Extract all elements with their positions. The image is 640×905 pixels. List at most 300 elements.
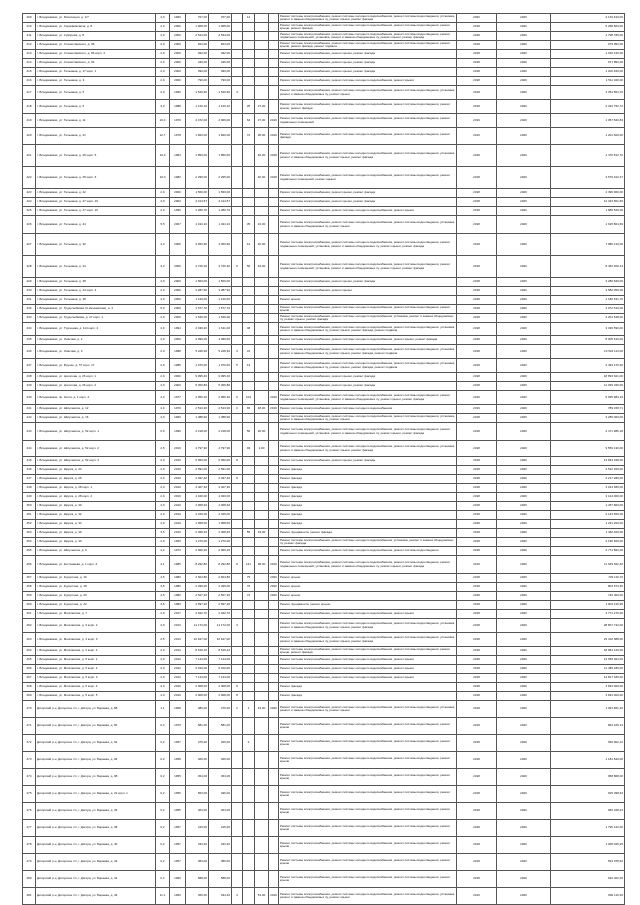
cell-y1: 2018 bbox=[457, 475, 497, 484]
cell-addr: Дигорский р-н, Дигорское г/п, г. Дигора, ул. Бараева, д. 44 bbox=[36, 871, 156, 888]
cell-c: 1 850,00 bbox=[186, 145, 209, 167]
cell-addr: г. Владикавказ, ул. Московская, д. 5 корп. 4 bbox=[36, 683, 156, 692]
cell-c: 4 414,57 bbox=[186, 198, 209, 207]
cell-cost: 932 402,00 bbox=[551, 871, 625, 888]
cell-f bbox=[243, 511, 255, 520]
cell-e: 8 bbox=[232, 683, 243, 692]
cell-b: 2005 bbox=[170, 234, 186, 256]
cell-f bbox=[243, 382, 255, 391]
cell-y1: 2018 bbox=[457, 32, 497, 41]
cell-e bbox=[232, 23, 243, 32]
cell-addr: г. Владикавказ, ул. Тельмана, д. 27 корп. 16 bbox=[36, 198, 156, 207]
cell-e bbox=[232, 493, 243, 502]
cell-y1: 2018 bbox=[457, 511, 497, 520]
cell-h bbox=[269, 692, 279, 701]
table-row bbox=[23, 769, 625, 786]
cell-d: 2 956,30 bbox=[209, 391, 232, 405]
cell-c: 1 120,00 bbox=[186, 296, 209, 305]
cell-y1: 2019 bbox=[457, 114, 497, 128]
cell-addr: Дигорский р-н, Дигорское г/п, г. Дигора, ул. Бараева, д. 38 bbox=[36, 820, 156, 837]
cell-e bbox=[232, 305, 243, 314]
cell-y2: 2020 bbox=[497, 305, 551, 314]
cell-f: 14 bbox=[243, 14, 255, 23]
cell-works: Ремонт фасада bbox=[279, 683, 457, 692]
cell-addr: Дигорский р-н, Дигорское г/п, г. Дигора, ул. Бараева, д. 88 bbox=[36, 701, 156, 718]
cell-g bbox=[255, 718, 269, 735]
table-row bbox=[23, 610, 625, 619]
cell-n: 451 bbox=[23, 511, 36, 520]
cell-y2: 2020 bbox=[497, 520, 551, 529]
cell-e bbox=[232, 871, 243, 888]
table-row bbox=[23, 314, 625, 323]
cell-f bbox=[243, 803, 255, 820]
cell-b: 2000 bbox=[170, 68, 186, 77]
cell-cost: 1 200 460,00 bbox=[551, 68, 625, 77]
cell-a: 3,5 bbox=[156, 529, 170, 538]
cell-n: 468 bbox=[23, 683, 36, 692]
cell-n: 432 bbox=[23, 305, 36, 314]
cell-y1: 2018 bbox=[457, 752, 497, 769]
cell-y1: 2018 bbox=[457, 207, 497, 216]
cell-e bbox=[232, 466, 243, 475]
cell-d: 433,20 bbox=[209, 837, 232, 854]
cell-g bbox=[255, 502, 269, 511]
cell-d: 1 611,00 bbox=[209, 323, 232, 336]
cell-y1: 2018 bbox=[457, 854, 497, 871]
cell-d: 2 468,40 bbox=[209, 529, 232, 538]
cell-y2: 2020 bbox=[497, 278, 551, 287]
cell-f bbox=[243, 769, 255, 786]
cell-h bbox=[269, 278, 279, 287]
cell-addr: г. Владикавказ, ул. Московская, д. 3 корп. 4 bbox=[36, 647, 156, 656]
cell-y1: 2018 bbox=[457, 359, 497, 373]
cell-n: 481 bbox=[23, 888, 36, 905]
cell-addr: г. Владикавказ, ул. Шмулевича, д. 6 bbox=[36, 547, 156, 556]
cell-h: 2020 bbox=[269, 574, 279, 583]
cell-b: 1985 bbox=[170, 556, 186, 574]
cell-c: 486,00 bbox=[186, 701, 209, 718]
cell-works: Ремонт системы электроснабжения, ремонт крыши, ремонт фасада bbox=[279, 59, 457, 68]
cell-cost: 971 852,00 bbox=[551, 59, 625, 68]
cell-d: 2 069,00 bbox=[209, 114, 232, 128]
cell-f: 72 bbox=[243, 592, 255, 601]
cell-a: 0,2 bbox=[156, 752, 170, 769]
cell-c: 1 434,10 bbox=[186, 216, 209, 234]
cell-y1: 2018 bbox=[457, 692, 497, 701]
table-row bbox=[23, 583, 625, 592]
cell-cost: 13 834 918,00 bbox=[551, 457, 625, 466]
cell-works: Ремонт системы электроснабжения, ремонт системы холодного водоснабжения, ремонт системы водоотведения, установка, ремонт и замена общедомовых пу, ремонт крыши, ремонт фасада bbox=[279, 441, 457, 457]
cell-f: 2 bbox=[243, 735, 255, 752]
cell-e bbox=[232, 59, 243, 68]
cell-y1: 2018 bbox=[457, 167, 497, 189]
cell-e bbox=[232, 718, 243, 735]
cell-h bbox=[269, 68, 279, 77]
cell-a: 2,0 bbox=[156, 511, 170, 520]
cell-y1: 2018 bbox=[457, 50, 497, 59]
cell-cost: 1 005 025,25 bbox=[551, 837, 625, 854]
cell-g: 27,00 bbox=[255, 100, 269, 114]
cell-addr: г. Владикавказ, ул. Тельмана, д. 32 bbox=[36, 234, 156, 256]
cell-y1: 2018 bbox=[457, 314, 497, 323]
cell-addr: Дигорский р-н, Дигорское г/п, г. Дигора, ул. Бараева, д. 94 bbox=[36, 735, 156, 752]
cell-c: 446,00 bbox=[186, 59, 209, 68]
cell-g bbox=[255, 647, 269, 656]
cell-a: 2,0 bbox=[156, 665, 170, 674]
cell-works: Ремонт системы электроснабжения, ремонт системы холодного водоснабжения, ремонт системы водоотведения, ремонт подвальных помещений, ремонт крыши bbox=[279, 167, 457, 189]
cell-cost: 4 512 200,00 bbox=[551, 466, 625, 475]
cell-y1: 2018 bbox=[457, 493, 497, 502]
cell-n: 428 bbox=[23, 256, 36, 278]
cell-c: 2 956,30 bbox=[186, 391, 209, 405]
cell-e bbox=[232, 735, 243, 752]
cell-e: 2 bbox=[232, 701, 243, 718]
cell-y1: 2018 bbox=[457, 674, 497, 683]
cell-y2: 2020 bbox=[497, 86, 551, 100]
cell-y2: 2020 bbox=[497, 656, 551, 665]
cell-e: 3 bbox=[232, 619, 243, 633]
cell-works: Ремонт системы электроснабжения, ремонт системы холодного водоснабжения bbox=[279, 405, 457, 414]
cell-g bbox=[255, 296, 269, 305]
cell-works: Ремонт системы электроснабжения, ремонт системы холодного водоснабжения, ремонт системы водоотведения, установка, ремонт и замена общедомовых пу, ремонт крыши, ремонт фасада bbox=[279, 633, 457, 647]
cell-a: 2,0 bbox=[156, 314, 170, 323]
cell-a: 2,0 bbox=[156, 493, 170, 502]
cell-b: 1990 bbox=[170, 423, 186, 441]
cell-addr: г. Владикавказ, ул. Тельмана, д. 5 bbox=[36, 86, 156, 100]
cell-e bbox=[232, 820, 243, 837]
cell-y2: 2020 bbox=[497, 701, 551, 718]
cell-cost: 3 013 580,00 bbox=[551, 484, 625, 493]
cell-e bbox=[232, 423, 243, 441]
cell-y2: 2020 bbox=[497, 14, 551, 23]
cell-b: 2000 bbox=[170, 256, 186, 278]
cell-e bbox=[232, 414, 243, 423]
cell-y2: 2020 bbox=[497, 820, 551, 837]
cell-y1: 2018 bbox=[457, 718, 497, 735]
table-row bbox=[23, 86, 625, 100]
table-row bbox=[23, 837, 625, 854]
cell-addr: г. Владикавказ, ул. Умасова, д. 2 bbox=[36, 336, 156, 345]
cell-g: 40,00 bbox=[255, 234, 269, 256]
cell-cost: 18 893 621,00 bbox=[551, 373, 625, 382]
cell-e bbox=[232, 484, 243, 493]
cell-h: 2020 bbox=[269, 592, 279, 601]
table-row bbox=[23, 656, 625, 665]
cell-cost: 11 939 522,40 bbox=[551, 556, 625, 574]
cell-y2: 2020 bbox=[497, 359, 551, 373]
cell-n: 442 bbox=[23, 414, 36, 423]
table-row bbox=[23, 305, 625, 314]
cell-b: 1980 bbox=[170, 583, 186, 592]
cell-works: Ремонт системы электроснабжения, ремонт крыши, ремонт фасада bbox=[279, 457, 457, 466]
cell-n: 412 bbox=[23, 41, 36, 50]
cell-e bbox=[232, 189, 243, 198]
cell-c: 1 120,10 bbox=[186, 100, 209, 114]
table-row bbox=[23, 665, 625, 674]
cell-addr: г. Владикавказ, ул. Щорса, д. 34 bbox=[36, 520, 156, 529]
cell-h bbox=[269, 718, 279, 735]
cell-cost: 1 231 200,00 bbox=[551, 520, 625, 529]
cell-a: 11,1 bbox=[156, 888, 170, 905]
cell-g bbox=[255, 359, 269, 373]
cell-h bbox=[269, 23, 279, 32]
cell-cost: 13 656 924,00 bbox=[551, 656, 625, 665]
cell-h bbox=[269, 837, 279, 854]
cell-addr: г. Владикавказ, ул. Щорса, д. 30 bbox=[36, 502, 156, 511]
cell-y2: 2020 bbox=[497, 633, 551, 647]
cell-n: 469 bbox=[23, 692, 36, 701]
cell-c: 9 095,40 bbox=[186, 373, 209, 382]
cell-y1: 2019 bbox=[457, 405, 497, 414]
cell-b: 2012 bbox=[170, 656, 186, 665]
cell-b: 2000 bbox=[170, 305, 186, 314]
table-row bbox=[23, 692, 625, 701]
cell-cost: 2 471 986,18 bbox=[551, 423, 625, 441]
cell-c: 2 295,00 bbox=[186, 167, 209, 189]
cell-works: Ремонт фундамента, ремонт фасада bbox=[279, 529, 457, 538]
cell-c: 2 942,70 bbox=[186, 610, 209, 619]
cell-works: Ремонт системы электроснабжения, ремонт системы холодного водоснабжения, ремонт системы водоотведения, ремонт крыши bbox=[279, 854, 457, 871]
cell-y1: 2018 bbox=[457, 278, 497, 287]
cell-d: 1 270,00 bbox=[209, 538, 232, 547]
cell-e: 9 bbox=[232, 556, 243, 574]
cell-cost: 28 807 742,00 bbox=[551, 619, 625, 633]
cell-f bbox=[243, 475, 255, 484]
cell-f bbox=[243, 32, 255, 41]
cell-addr: г. Владикавказ, ул. Тургенева, д. 114 корп. 2 bbox=[36, 323, 156, 336]
cell-a: 2,0 bbox=[156, 674, 170, 683]
cell-f: 104 bbox=[243, 391, 255, 405]
cell-e bbox=[232, 336, 243, 345]
cell-works: Ремонт системы электроснабжения, ремонт системы холодного водоснабжения, ремонт системы водоотведения, ремонт крыши bbox=[279, 769, 457, 786]
cell-works: Ремонт системы электроснабжения, ремонт системы холодного водоснабжения, ремонт системы водоотведения, установка, ремонт и замена общедомовых пу, ремонт крыши, ремонт фасада, ремонт подвала bbox=[279, 359, 457, 373]
cell-n: 439 bbox=[23, 382, 36, 391]
table-row bbox=[23, 592, 625, 601]
cell-g bbox=[255, 601, 269, 610]
cell-a: 2,0 bbox=[156, 359, 170, 373]
cell-works: Ремонт системы электроснабжения, ремонт системы холодного водоснабжения, ремонт системы водоотведения, ремонт фасада bbox=[279, 128, 457, 145]
cell-d: 2 942,70 bbox=[209, 610, 232, 619]
cell-d: 1 958,00 bbox=[209, 520, 232, 529]
cell-y2: 2020 bbox=[497, 32, 551, 41]
cell-works: Ремонт фасада bbox=[279, 520, 457, 529]
cell-y2: 2020 bbox=[497, 100, 551, 114]
cell-cost: 3 351 854,70 bbox=[551, 86, 625, 100]
cell-y2: 2020 bbox=[497, 59, 551, 68]
cell-n: 452 bbox=[23, 520, 36, 529]
cell-n: 435 bbox=[23, 336, 36, 345]
cell-h bbox=[269, 14, 279, 23]
cell-g bbox=[255, 769, 269, 786]
cell-y2: 2020 bbox=[497, 538, 551, 547]
cell-h bbox=[269, 336, 279, 345]
cell-n: 433 bbox=[23, 314, 36, 323]
cell-c: 6 050,00 bbox=[186, 457, 209, 466]
table-row bbox=[23, 574, 625, 583]
table-row bbox=[23, 786, 625, 803]
cell-g bbox=[255, 692, 269, 701]
cell-h bbox=[269, 287, 279, 296]
cell-h bbox=[269, 314, 279, 323]
cell-addr: г. Владикавказ, ул. Станиславского, д. 96 корп. 4 bbox=[36, 50, 156, 59]
cell-g bbox=[255, 665, 269, 674]
cell-y1: 2018 bbox=[457, 466, 497, 475]
cell-e bbox=[232, 167, 243, 189]
cell-f bbox=[243, 296, 255, 305]
cell-h bbox=[269, 502, 279, 511]
cell-g bbox=[255, 493, 269, 502]
cell-d: 446,00 bbox=[209, 59, 232, 68]
cell-e bbox=[232, 50, 243, 59]
cell-n: 424 bbox=[23, 198, 36, 207]
cell-n: 453 bbox=[23, 529, 36, 538]
cell-works: Ремонт фасада bbox=[279, 511, 457, 520]
cell-d: 2 499,00 bbox=[209, 583, 232, 592]
cell-d: 5 306,80 bbox=[209, 382, 232, 391]
cell-b: 2010 bbox=[170, 493, 186, 502]
cell-e bbox=[232, 547, 243, 556]
cell-d: 1 500,00 bbox=[209, 278, 232, 287]
cell-g bbox=[255, 323, 269, 336]
cell-c: 2 591,00 bbox=[186, 466, 209, 475]
cell-g bbox=[255, 803, 269, 820]
cell-e bbox=[232, 382, 243, 391]
cell-works: Ремонт фасада bbox=[279, 502, 457, 511]
cell-addr: г. Владикавказ, ул. Московская, д. 7 bbox=[36, 610, 156, 619]
cell-a: 4,5 bbox=[156, 574, 170, 583]
cell-works: Ремонт системы электроснабжения, ремонт системы холодного водоснабжения, ремонт крыши bbox=[279, 656, 457, 665]
cell-a: 2,0 bbox=[156, 189, 170, 198]
cell-works: Ремонт системы электроснабжения, ремонт системы холодного водоснабжения, ремонт системы водоотведения, ремонт крыши, ремонт фасада bbox=[279, 647, 457, 656]
table-row bbox=[23, 114, 625, 128]
cell-h bbox=[269, 466, 279, 475]
cell-c: 415,00 bbox=[186, 820, 209, 837]
cell-d: 1 388,90 bbox=[209, 414, 232, 423]
cell-cost: 8 005 616,00 bbox=[551, 336, 625, 345]
table-row bbox=[23, 511, 625, 520]
cell-n: 437 bbox=[23, 359, 36, 373]
cell-works: Ремонт системы электроснабжения, ремонт системы холодного водоснабжения, ремонт системы водоотведения, ремонт подвальных помещений, установка, ремонт и замена общедомовых пу, ремонт крыши, ремонт фасада bbox=[279, 556, 457, 574]
cell-c: 707,00 bbox=[186, 14, 209, 23]
cell-f bbox=[243, 665, 255, 674]
cell-b: 2010 bbox=[170, 520, 186, 529]
cell-g: 20,00 bbox=[255, 423, 269, 441]
cell-a: 2,0 bbox=[156, 32, 170, 41]
table-row bbox=[23, 475, 625, 484]
cell-e bbox=[232, 837, 243, 854]
cell-addr: Дигорский р-н, Дигорское г/п, г. Дигора, ул. Бараева, д. 98 bbox=[36, 769, 156, 786]
cell-h bbox=[269, 610, 279, 619]
cell-h bbox=[269, 786, 279, 803]
cell-b: 2010 bbox=[170, 466, 186, 475]
cell-y2: 2020 bbox=[497, 854, 551, 871]
cell-addr: г. Владикавказ, ул. Шмулевича, д. 52 корп. 1 bbox=[36, 423, 156, 441]
cell-cost: 11 039 346,00 bbox=[551, 382, 625, 391]
cell-c: 464,00 bbox=[186, 803, 209, 820]
cell-n: 419 bbox=[23, 114, 36, 128]
cell-n: 411 bbox=[23, 32, 36, 41]
cell-h bbox=[269, 305, 279, 314]
cell-e bbox=[232, 441, 243, 457]
cell-b: 2000 bbox=[170, 32, 186, 41]
cell-works: Ремонт системы электроснабжения, ремонт системы холодного водоснабжения, ремонт системы водоотведения, установка, ремонт и замена общедомовых пу, ремонт крыши, ремонт фасада bbox=[280, 13, 455, 21]
cell-y1: 2019 bbox=[457, 556, 497, 574]
cell-addr: г. Владикавказ, ул. Тельмана, д. 21 bbox=[36, 128, 156, 145]
cell-e bbox=[232, 656, 243, 665]
cell-y1: 2018 bbox=[457, 837, 497, 854]
cell-works: Ремонт системы электроснабжения, ремонт системы холодного водоснабжения, ремонт системы водоотведения, ремонт крыши, ремонт фасада bbox=[279, 23, 457, 32]
cell-cost: 14 817 180,00 bbox=[551, 674, 625, 683]
cell-h bbox=[269, 484, 279, 493]
cell-addr: г. Владикавказ, ул. Курортная, д. 16 bbox=[36, 574, 156, 583]
cell-h bbox=[269, 359, 279, 373]
cell-d: 4 040,00 bbox=[209, 493, 232, 502]
cell-b: 1960 bbox=[170, 871, 186, 888]
cell-b: 1985 bbox=[170, 359, 186, 373]
cell-e bbox=[232, 574, 243, 583]
cell-g bbox=[255, 854, 269, 871]
table-row bbox=[23, 674, 625, 683]
cell-d: 6 010,00 bbox=[209, 665, 232, 674]
cell-h: 2019 bbox=[269, 888, 279, 905]
table-row bbox=[23, 701, 625, 718]
cell-a: 0,2 bbox=[156, 735, 170, 752]
cell-e: 3 bbox=[232, 405, 243, 414]
cell-addr: г. Владикавказ, ул. Московская, д. 3 корп. 2 bbox=[36, 619, 156, 633]
cell-h bbox=[269, 769, 279, 786]
cell-b: 1974 bbox=[170, 547, 186, 556]
cell-addr: г. Владикавказ, ул. Щорса, д. 40 bbox=[36, 538, 156, 547]
cell-d: 7 144,00 bbox=[209, 656, 232, 665]
cell-f bbox=[243, 718, 255, 735]
cell-g bbox=[255, 345, 269, 359]
cell-c: 4 099,00 bbox=[186, 336, 209, 345]
table-row bbox=[23, 423, 625, 441]
cell-addr: г. Владикавказ, ул. Щорса, д. 26 bbox=[36, 475, 156, 484]
cell-h bbox=[269, 854, 279, 871]
cell-d: 4 797,90 bbox=[209, 441, 232, 457]
cell-works: Ремонт системы электроснабжения, ремонт системы холодного водоснабжения, ремонт системы водоотведения, ремонт крыши bbox=[279, 786, 457, 803]
cell-n: 421 bbox=[23, 145, 36, 167]
table-row bbox=[23, 484, 625, 493]
cell-y2: 2020 bbox=[497, 296, 551, 305]
table-row bbox=[23, 100, 625, 114]
cell-n: 459 bbox=[23, 592, 36, 601]
cell-d: 11 172,00 bbox=[209, 619, 232, 633]
table-row bbox=[23, 234, 625, 256]
cell-addr: г. Владикавказ, ул. Трудолюбивая, д. 27 корп. 1 bbox=[36, 314, 156, 323]
cell-b: 1955 bbox=[170, 803, 186, 820]
cell-f bbox=[243, 198, 255, 207]
cell-d: 10 627,00 bbox=[209, 633, 232, 647]
cell-c: 3 287,90 bbox=[186, 287, 209, 296]
cell-addr: г. Владикавказ, ул. Щорса, д. 36 bbox=[36, 529, 156, 538]
cell-h bbox=[269, 674, 279, 683]
cell-y2: 2020 bbox=[497, 574, 551, 583]
cell-n: 422 bbox=[23, 167, 36, 189]
cell-g bbox=[255, 786, 269, 803]
cell-c: 466,00 bbox=[186, 752, 209, 769]
cell-n: 464 bbox=[23, 647, 36, 656]
cell-cost: 4 798 786,00 bbox=[551, 32, 625, 41]
cell-d: 390,00 bbox=[209, 68, 232, 77]
cell-y2: 2020 bbox=[497, 619, 551, 633]
cell-y1: 2018 bbox=[457, 77, 497, 86]
cell-c: 2 497,40 bbox=[186, 475, 209, 484]
cell-a: 2,5 bbox=[156, 633, 170, 647]
cell-y1: 2018 bbox=[457, 345, 497, 359]
cell-works: Ремонт фасада bbox=[279, 484, 457, 493]
